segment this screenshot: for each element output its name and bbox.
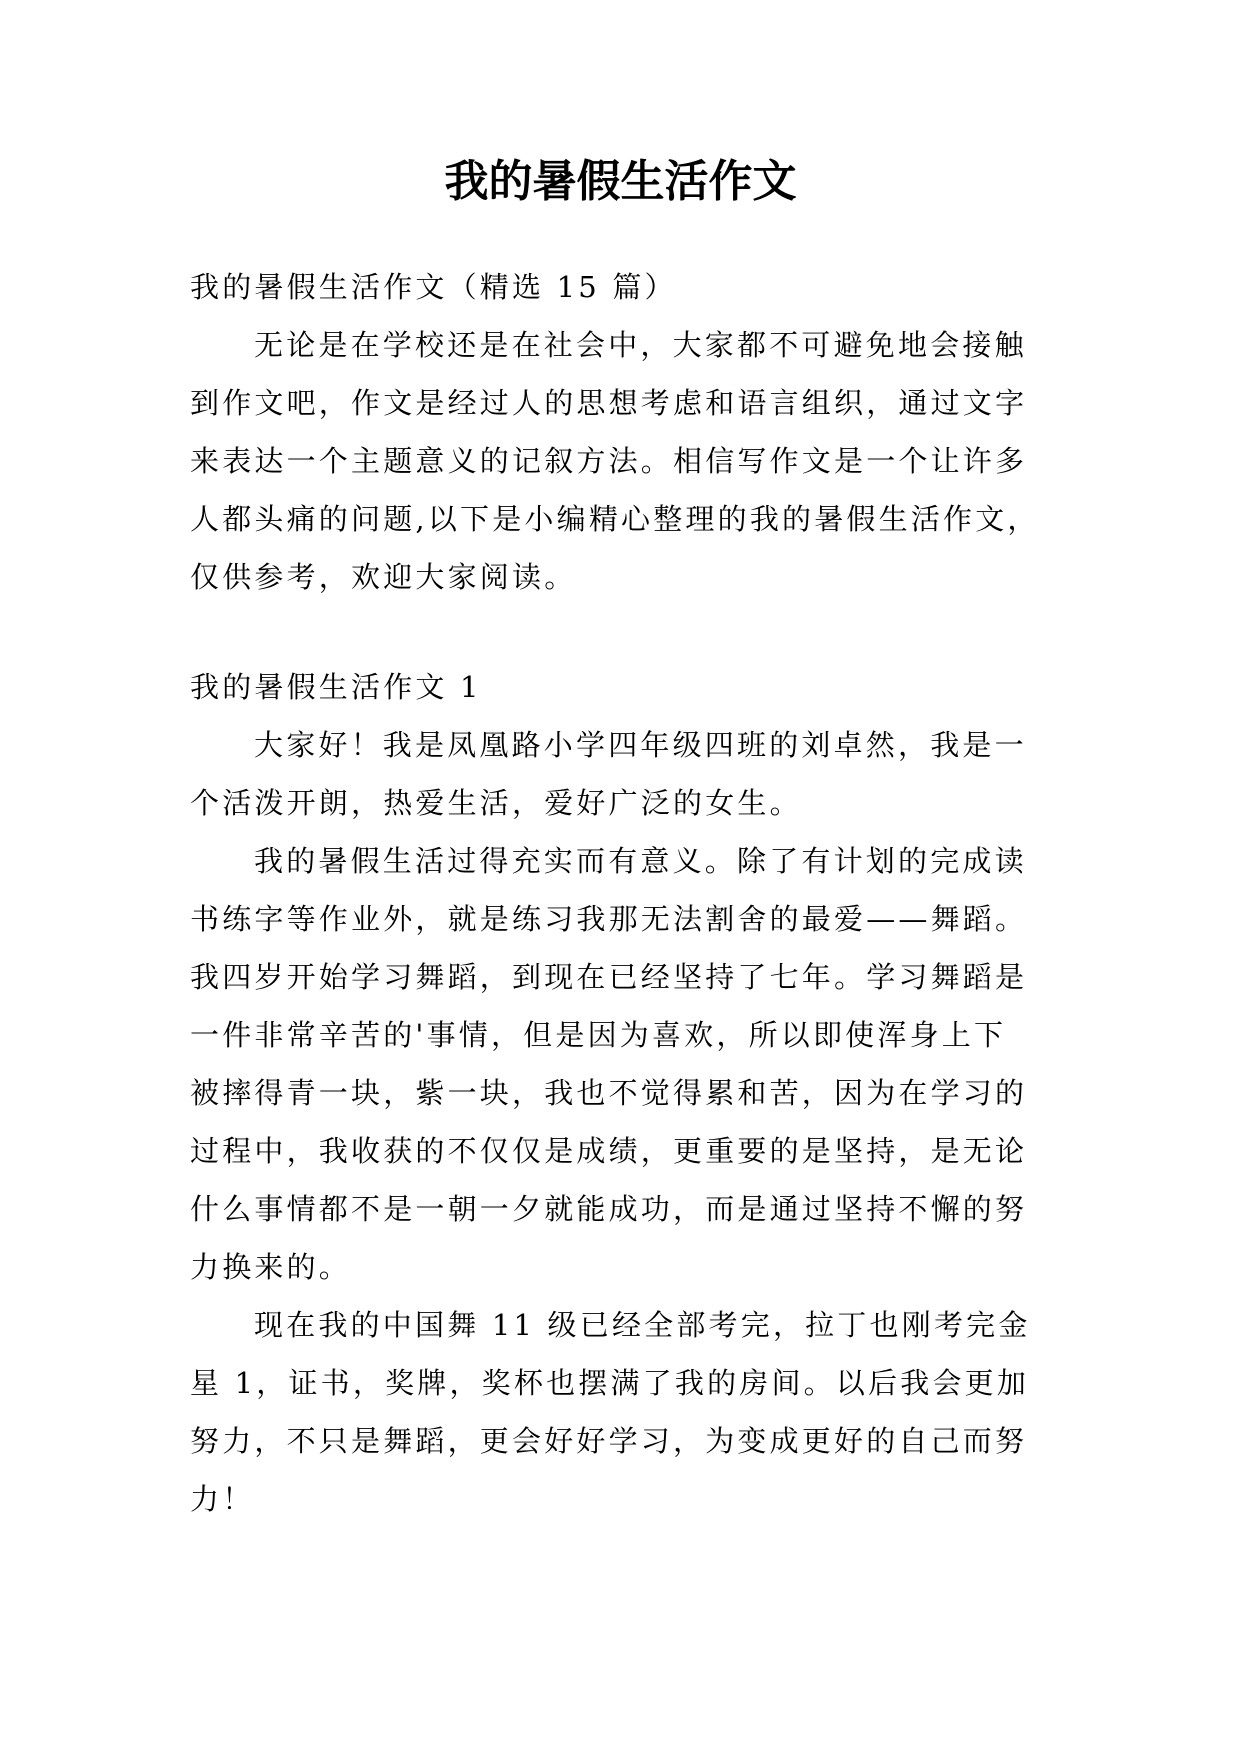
document-title: 我的暑假生活作文 bbox=[444, 156, 797, 207]
essay-paragraph-2 bbox=[190, 832, 1070, 1296]
paragraph-line: 什么事情都不是一朝一夕就能成功，而是通过坚持不懈的努 bbox=[190, 1192, 1028, 1226]
document-body bbox=[190, 258, 1070, 1528]
paragraph-line: 我四岁开始学习舞蹈，到现在已经坚持了七年。学习舞蹈是 bbox=[190, 960, 1028, 994]
paragraph-line: 我的暑假生活过得充实而有意义。除了有计划的完成读 bbox=[254, 844, 1027, 878]
paragraph-line: 被摔得青一块，紫一块，我也不觉得累和苦，因为在学习的 bbox=[190, 1076, 1028, 1110]
essay-paragraph-3 bbox=[190, 1296, 1070, 1528]
paragraph-line: 书练字等作业外，就是练习我那无法割舍的最爱——舞蹈。 bbox=[190, 902, 1028, 936]
intro-line: 来表达一个主题意义的记叙方法。相信写作文是一个让许多 bbox=[190, 444, 1028, 478]
paragraph-line: 力！ bbox=[190, 1482, 255, 1516]
intro-paragraph bbox=[190, 316, 1070, 606]
paragraph-line: 个活泼开朗，热爱生活，爱好广泛的女生。 bbox=[190, 786, 802, 820]
essay-heading: 我的暑假生活作文 1 bbox=[190, 670, 482, 704]
intro-line: 人都头痛的问题,以下是小编精心整理的我的暑假生活作文， bbox=[190, 502, 1040, 536]
essay-paragraph-1 bbox=[190, 716, 1070, 832]
paragraph-line: 现在我的中国舞 11 级已经全部考完，拉丁也刚考完金 bbox=[254, 1308, 1031, 1342]
paragraph-line: 力换来的。 bbox=[190, 1250, 352, 1284]
paragraph-line: 过程中，我收获的不仅仅是成绩，更重要的是坚持，是无论 bbox=[190, 1134, 1028, 1168]
intro-line: 仅供参考，欢迎大家阅读。 bbox=[190, 560, 577, 594]
paragraph-line: 努力，不只是舞蹈，更会好好学习，为变成更好的自己而努 bbox=[190, 1424, 1028, 1458]
intro-line: 无论是在学校还是在社会中，大家都不可避免地会接触 bbox=[254, 328, 1027, 362]
section-spacer bbox=[190, 606, 1070, 658]
paragraph-line: 一件非常辛苦的'事情，但是因为喜欢，所以即使浑身上下 bbox=[190, 1018, 1007, 1052]
intro-line: 到作文吧，作文是经过人的思想考虑和语言组织，通过文字 bbox=[190, 386, 1028, 420]
paragraph-line: 星 1，证书，奖牌，奖杯也摆满了我的房间。以后我会更加 bbox=[190, 1366, 1030, 1400]
paragraph-line: 大家好！我是凤凰路小学四年级四班的刘卓然，我是一 bbox=[254, 728, 1027, 762]
intro-heading: 我的暑假生活作文（精选 15 篇） bbox=[190, 270, 677, 304]
